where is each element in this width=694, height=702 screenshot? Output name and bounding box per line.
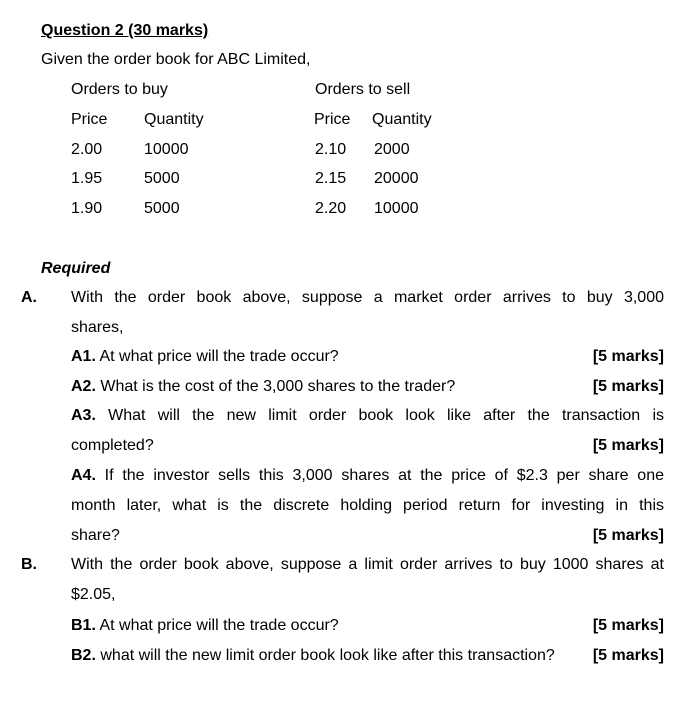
question-a2 [71, 377, 455, 397]
question-a1 [71, 347, 339, 367]
question-intro: Given the order book for ABC Limited, [41, 51, 311, 68]
a4-text-line3: share? [71, 527, 120, 544]
a2-marks: [5 marks] [592, 378, 664, 395]
buy-row-quantity: 5000 [144, 200, 180, 217]
a4-marks: [5 marks] [592, 527, 664, 544]
part-b-intro-line1: With the order book above, suppose a limit order arrives to buy 1000 shares at [71, 556, 664, 573]
a1-text: At what price will the trade occur? [99, 348, 339, 365]
a1-marks: [5 marks] [592, 348, 664, 365]
a4-text-line2: month later, what is the discrete holding period return for investing in this [71, 497, 664, 514]
buy-price-header: Price [71, 111, 108, 128]
part-a-intro-line2: shares, [71, 319, 124, 336]
sell-heading: Orders to sell [315, 81, 411, 98]
a3-label: A3. [71, 407, 96, 424]
question-a4-line1 [71, 466, 664, 486]
part-b-letter: B. [21, 556, 37, 573]
part-b-intro-line2: $2.05, [71, 586, 116, 603]
buy-row-quantity: 10000 [144, 141, 189, 158]
part-a-intro-line1: With the order book above, suppose a market order arrives to buy 3,000 [71, 289, 664, 306]
question-a3-line1 [71, 406, 664, 426]
sell-row-price: 2.10 [315, 141, 347, 158]
buy-heading: Orders to buy [71, 81, 168, 98]
question-b1 [71, 616, 339, 636]
a2-text: What is the cost of the 3,000 shares to the trader? [100, 378, 456, 395]
b1-marks: [5 marks] [592, 617, 664, 634]
required-label: Required [41, 260, 111, 277]
part-a-letter: A. [21, 289, 37, 306]
b2-text: what will the new limit order book look like after this transaction? [100, 647, 555, 664]
sell-row-quantity: 2000 [374, 141, 410, 158]
question-title: Question 2 (30 marks) [41, 22, 209, 39]
sell-price-header: Price [314, 111, 351, 128]
sell-quantity-header: Quantity [372, 111, 432, 128]
sell-row-quantity: 20000 [374, 170, 419, 187]
a3-text-line1: What will the new limit order book look like after the transaction is [108, 407, 664, 424]
b1-text: At what price will the trade occur? [99, 617, 339, 634]
a4-label: A4. [71, 467, 96, 484]
a3-marks: [5 marks] [592, 437, 664, 454]
a4-text-line1: If the investor sells this 3,000 shares at the price of $2.3 per share one [104, 467, 664, 484]
buy-row-price: 1.95 [71, 170, 103, 187]
buy-row-price: 2.00 [71, 141, 103, 158]
sell-row-price: 2.15 [315, 170, 347, 187]
b1-label: B1. [71, 617, 96, 634]
a1-label: A1. [71, 348, 96, 365]
b2-label: B2. [71, 647, 96, 664]
buy-quantity-header: Quantity [144, 111, 204, 128]
sell-row-quantity: 10000 [374, 200, 419, 217]
buy-row-price: 1.90 [71, 200, 103, 217]
question-b2 [71, 646, 555, 666]
b2-marks: [5 marks] [592, 647, 664, 664]
buy-row-quantity: 5000 [144, 170, 180, 187]
sell-row-price: 2.20 [315, 200, 347, 217]
a2-label: A2. [71, 378, 96, 395]
a3-text-line2: completed? [71, 437, 154, 454]
